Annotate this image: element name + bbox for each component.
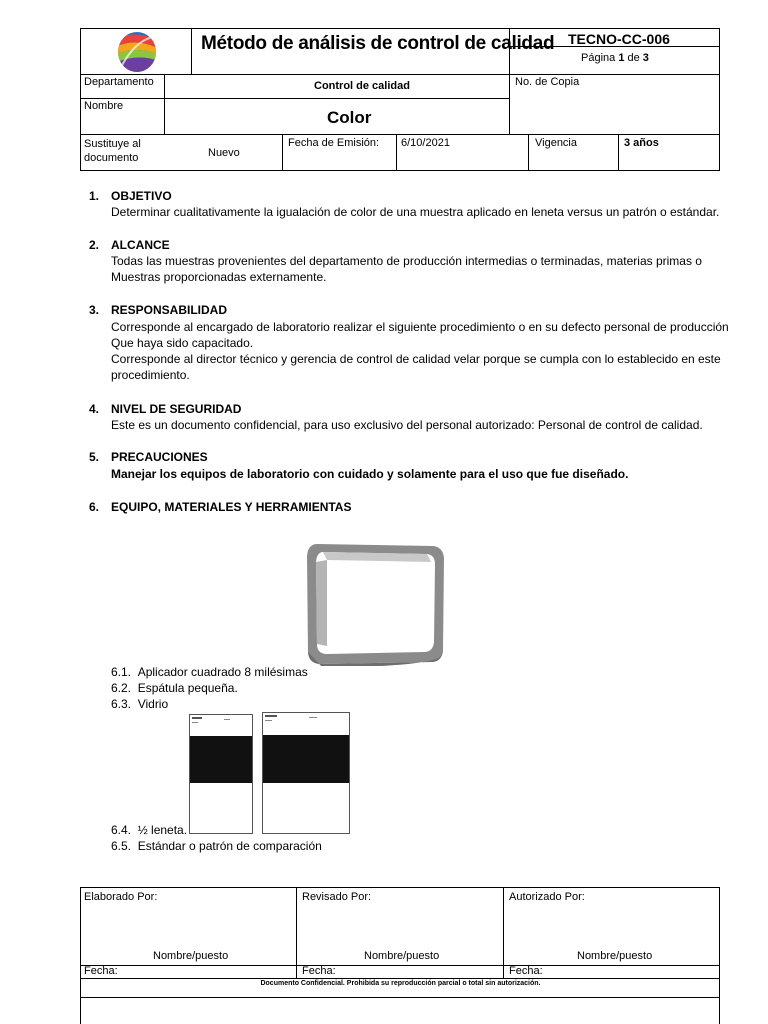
equipment-text: ½ leneta. <box>137 823 188 837</box>
section-text: Muestras proporcionadas externamente. <box>111 270 327 284</box>
equipment-item-4 <box>111 823 187 837</box>
divider <box>164 74 165 135</box>
reviewed-name-role: Nombre/puesto <box>364 950 440 962</box>
document-title: Método de análisis de control de calidad <box>201 33 555 54</box>
equipment-text: Vidrio <box>137 697 169 711</box>
page-label: Página <box>581 52 619 64</box>
divider <box>396 134 397 171</box>
validity-label: Vigencia <box>535 137 577 149</box>
reviewed-by-label: Revisado Por: <box>302 891 372 903</box>
equipment-item-1 <box>111 665 308 679</box>
validity-value: 3 años <box>624 137 659 149</box>
section-number: 5. <box>89 450 100 464</box>
divider <box>528 134 529 171</box>
page-number: 1 <box>618 52 625 64</box>
section-number: 2. <box>89 238 100 252</box>
replaces-label <box>84 137 141 165</box>
equipment-num: 6.2. <box>111 681 132 695</box>
department-label: Departamento <box>84 76 154 88</box>
prepared-by-label: Elaborado Por: <box>84 891 158 903</box>
issue-date-value: 6/10/2021 <box>401 137 450 149</box>
section-number: 3. <box>89 303 100 317</box>
divider <box>81 134 720 135</box>
section-title-precauciones: PRECAUCIONES <box>111 450 208 464</box>
leneta-header-mark <box>192 722 198 723</box>
divider <box>618 134 619 171</box>
prepared-date-label: Fecha: <box>84 965 118 977</box>
equipment-item-2 <box>111 681 238 695</box>
section-text: Todas las muestras provenientes del departamento de producción intermedias o terminadas, materias primas o <box>111 254 702 268</box>
authorized-by-label: Autorizado Por: <box>509 891 585 903</box>
document-header <box>80 28 720 171</box>
section-text: Determinar cualitativamente la igualación de color de una muestra aplicado en leneta versus un patrón o estándar. <box>111 205 720 219</box>
square-applicator-image <box>303 538 449 666</box>
divider <box>81 74 720 75</box>
confidential-notice: Documento Confidencial. Prohibida su reproducción parcial o total sin autorización. <box>260 980 541 987</box>
divider <box>282 134 283 171</box>
page-separator: de <box>624 52 643 64</box>
section-number: 6. <box>89 500 100 514</box>
section-title-alcance: ALCANCE <box>111 238 170 252</box>
replaces-label-line1: Sustituye al <box>84 138 141 150</box>
section-title-objetivo: OBJETIVO <box>111 189 172 203</box>
section-text: Que haya sido capacitado. <box>111 336 254 350</box>
section-text: procedimiento. <box>111 368 190 382</box>
leneta-black-area <box>190 736 252 783</box>
page-total: 3 <box>642 52 649 64</box>
issue-date-label: Fecha de Emisión: <box>288 137 380 149</box>
reviewed-date-label: Fecha: <box>302 965 336 977</box>
authorized-name-role: Nombre/puesto <box>577 950 653 962</box>
copy-number-label: No. de Copia <box>515 76 580 88</box>
section-text: Este es un documento confidencial, para uso exclusivo del personal autorizado: Personal de control de calidad. <box>111 418 703 432</box>
divider <box>191 29 192 74</box>
leneta-card-image <box>262 712 350 834</box>
leneta-header-mark <box>309 717 317 718</box>
company-logo <box>115 31 159 73</box>
page-indicator <box>581 52 649 64</box>
divider <box>81 98 509 99</box>
leneta-header-mark <box>265 720 272 721</box>
replaces-value: Nuevo <box>208 147 240 159</box>
equipment-num: 6.1. <box>111 665 132 679</box>
leneta-card-image <box>189 714 253 834</box>
section-title-equipo: EQUIPO, MATERIALES Y HERRAMIENTAS <box>111 500 352 514</box>
divider <box>81 997 720 998</box>
divider <box>81 965 720 966</box>
equipment-num: 6.3. <box>111 697 132 711</box>
section-number: 1. <box>89 189 100 203</box>
section-text: Corresponde al encargado de laboratorio realizar el siguiente procedimiento o en su defecto personal de producción <box>111 320 729 334</box>
signature-footer <box>80 887 720 1024</box>
equipment-text: Espátula pequeña. <box>137 681 238 695</box>
section-title-nivel-seguridad: NIVEL DE SEGURIDAD <box>111 402 242 416</box>
equipment-text: Estándar o patrón de comparación <box>137 839 322 853</box>
divider <box>81 978 720 979</box>
equipment-item-5 <box>111 839 322 853</box>
name-value: Color <box>327 108 372 127</box>
authorized-date-label: Fecha: <box>509 965 543 977</box>
department-value: Control de calidad <box>314 80 410 92</box>
equipment-num: 6.4. <box>111 823 132 837</box>
section-text: Corresponde al director técnico y gerencia de control de calidad velar porque se cumpla con lo establecido en este <box>111 352 721 366</box>
leneta-black-area <box>263 735 349 783</box>
equipment-num: 6.5. <box>111 839 132 853</box>
replaces-label-line2: documento <box>84 152 139 164</box>
equipment-text: Aplicador cuadrado 8 milésimas <box>137 665 308 679</box>
leneta-header-mark <box>265 715 277 717</box>
section-text: Manejar los equipos de laboratorio con cuidado y solamente para el uso que fue diseñado. <box>111 467 629 481</box>
prepared-name-role: Nombre/puesto <box>153 950 229 962</box>
leneta-header-mark <box>224 719 230 720</box>
document-code: TECNO-CC-006 <box>568 31 670 47</box>
leneta-header-mark <box>192 717 202 719</box>
section-number: 4. <box>89 402 100 416</box>
equipment-item-3 <box>111 697 168 711</box>
section-title-responsabilidad: RESPONSABILIDAD <box>111 303 228 317</box>
name-label: Nombre <box>84 100 124 112</box>
